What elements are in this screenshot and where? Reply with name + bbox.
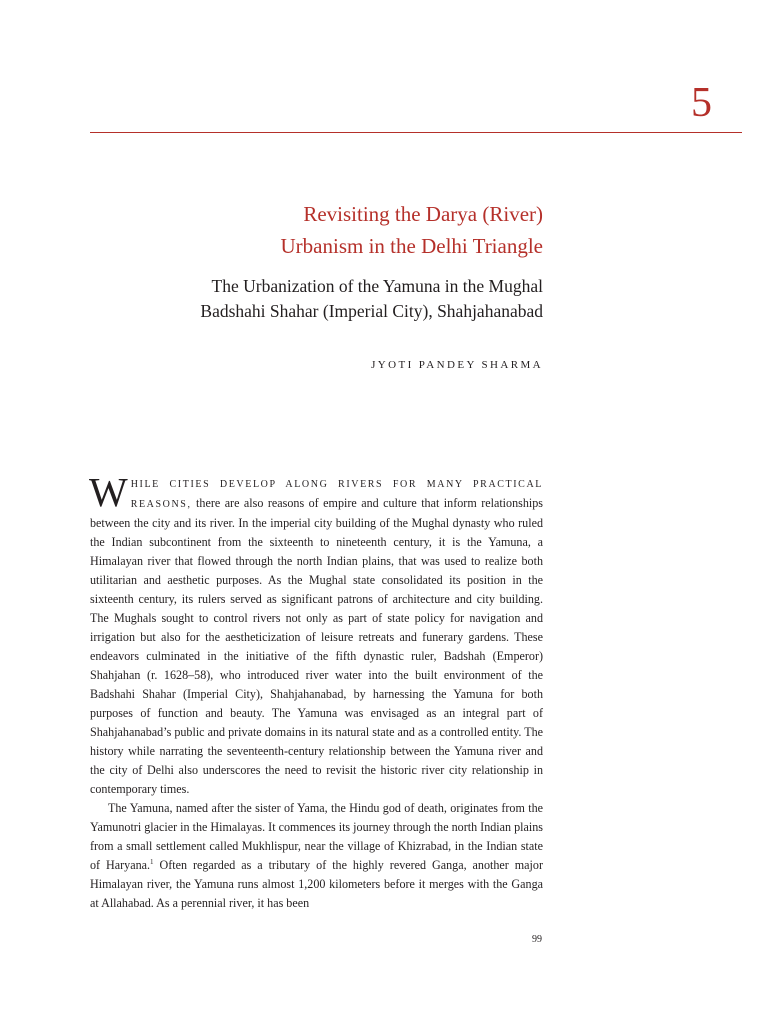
footnote-marker[interactable]: 1: [150, 857, 154, 866]
chapter-rule: [90, 132, 742, 133]
chapter-number: 5: [691, 80, 712, 126]
chapter-title-line: Revisiting the Darya (River): [303, 202, 543, 226]
chapter-subtitle-line: The Urbanization of the Yamuna in the Mughal: [211, 276, 543, 296]
paragraph-text: Often regarded as a tributary of the highly revered Ganga, another major Himalayan river, the Yamuna runs almost 1,200 kilometers before it merges with the Ganga at Allahabad. As a perennial river, it has been: [90, 858, 543, 910]
body-text: [89, 469, 543, 913]
drop-cap: W: [89, 469, 128, 515]
paragraph-text: there are also reasons of empire and culture that inform relationships between the city and its river. In the imperial city building of the Mughal dynasty who ruled the Indian subcontinent from the sixteenth to nineteenth century, it is the Yamuna, a Himalayan river that flowed through the north Indian plains, that was used to realize both utilitarian and aesthetic purposes. As the Mughal state consolidated its position in the sixteenth century, its rulers served as significant patrons of architecture and city building. The Mughals sought to control rivers not only as part of state policy for navigation and irrigation but also for the aestheticization of leisure retreats and funerary gardens. These endeavors culminated in the initiative of the fifth dynastic ruler, Badshah (Emperor) Shahjahan (r. 1628–58), who introduced river water into the built environment of the Badshahi Shahar (Imperial City), Shahjahanabad, by harnessing the Yamuna for both purposes of function and beauty. The Yamuna was envisaged as an integral part of Shahjahanabad’s public and private domains in its natural state and as a controlled entity. The history while narrating the seventeenth-century relationship between the Yamuna river and the city of Delhi also underscores the need to revisit the historic river city relationship in contemporary times.: [90, 496, 543, 796]
chapter-title: [83, 198, 543, 262]
chapter-subtitle: [83, 274, 543, 324]
author-name: JYOTI PANDEY SHARMA: [371, 359, 543, 371]
opening-smallcaps: HILE CITIES DEVELOP ALONG RIVERS FOR MANY PRACTICAL REASONS,: [130, 479, 543, 510]
paragraph: [89, 469, 543, 799]
paragraph-text: The Yamuna, named after the sister of Yama, the Hindu god of death, originates from the Yamunotri glacier in the Himalayas. It commences its journey through the north Indian plains from a small settlement called Mukhlispur, near the village of Khizrabad, in the Indian state of Haryana.: [90, 801, 543, 872]
chapter-title-line: Urbanism in the Delhi Triangle: [280, 234, 543, 258]
paragraph: [90, 799, 543, 913]
chapter-subtitle-line: Badshahi Shahar (Imperial City), Shahjahanabad: [200, 301, 543, 321]
page-number: 99: [532, 934, 542, 945]
